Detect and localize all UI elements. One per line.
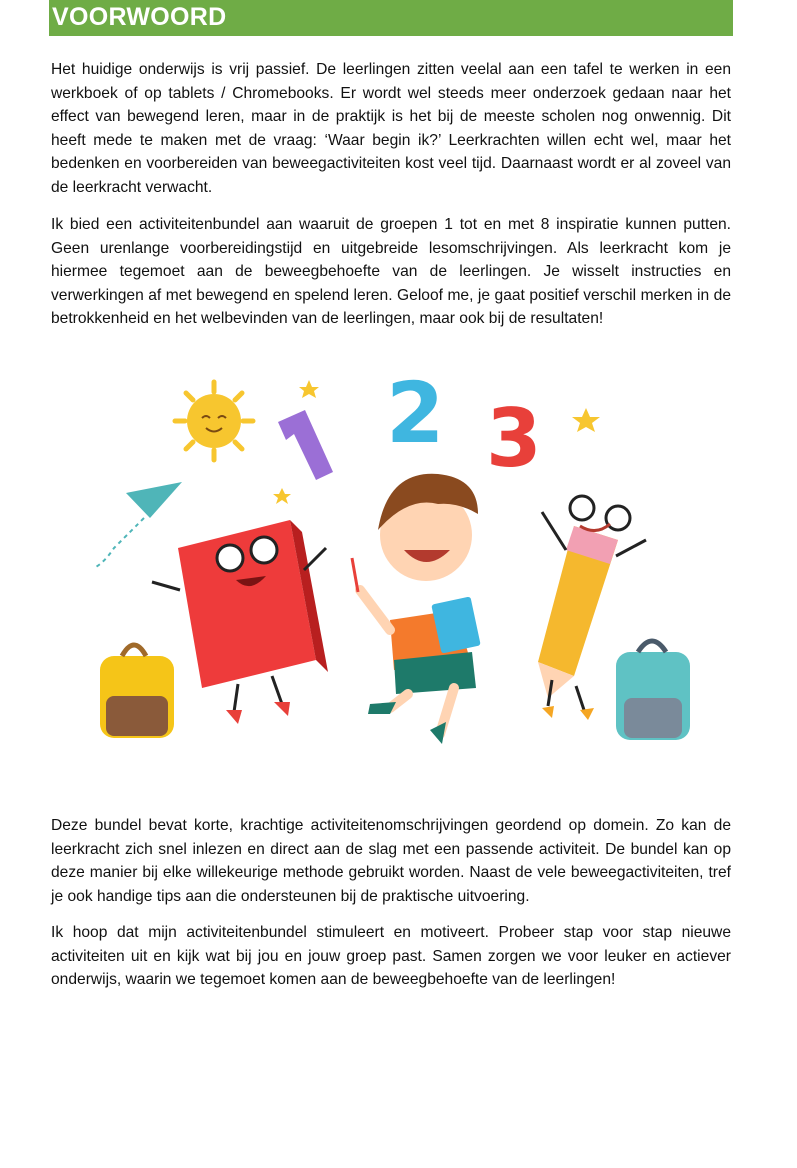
sun-icon	[175, 382, 253, 460]
kids-learning-illustration	[90, 360, 710, 760]
digit-two-label: 2	[386, 364, 445, 462]
digit-three-label: 3	[486, 392, 542, 485]
paper-plane-icon	[94, 482, 182, 568]
yellow-backpack-icon	[100, 645, 174, 738]
paragraph-closing: Ik hoop dat mijn activiteitenbundel stimuleert en motiveert. Probeer stap voor stap nieuwe activiteiten uit en kijk wat bij jou en jouw groep past. Samen zorgen we voor leuker en actiever onderwijs, waarin we tegemoet komen aan de beweegbehoefte van de leerlingen!	[51, 924, 731, 989]
teal-backpack-icon	[616, 641, 690, 740]
book-character-icon	[152, 520, 328, 724]
digit-three-icon	[486, 392, 542, 485]
paragraph-offer: Ik bied een activiteitenbundel aan waaruit de groepen 1 tot en met 8 inspiratie kunnen putten. Geen urenlange voorbereidingstijd en uitgebreide lesomschrijvingen. Als leerkracht kom je hiermee tegemoet aan de beweegbehoefte van de leerlingen. Je wisselt instructies en verwerkingen af met bewegend en spelend leren. Geloof me, je gaat positief verschil merken in de betrokkenheid en het welbevinden van de leerlingen, maar ook bij de resultaten!	[51, 216, 731, 328]
digit-two-icon	[386, 364, 444, 462]
boy-character-icon	[352, 474, 481, 744]
paragraph-contents: Deze bundel bevat korte, krachtige activiteitenomschrijvingen geordend op domein. Zo kan de leerkracht zich snel inlezen en direct aan de slag met een passende activiteit. De bundel kan op deze manier bij elke willekeurige methode gebruikt worden. Naast de vele beweegactiviteiten, tref je ook handige tips aan die ondersteunen bij de praktische uitvoering.	[51, 817, 731, 905]
paragraph-intro: Het huidige onderwijs is vrij passief. De leerlingen zitten veelal aan een tafel te werken in een werkboek of op tablets / Chromebooks. Er wordt wel steeds meer onderzoek gedaan naar het effect van bewegend leren, maar in de praktijk is het bij de meeste scholen nog onwennig. Dit heeft mede te maken met de vraag: ‘Waar begin ik?’ Leerkrachten willen echt wel, maar het bedenken en voorbereiden van beweegactiviteiten kost veel tijd. Daarnaast wordt er al zoveel van de leerkracht verwacht.	[51, 61, 731, 196]
section-header-bar	[49, 0, 733, 36]
digit-one-icon	[278, 410, 333, 480]
section-title: VOORWOORD	[52, 3, 227, 31]
